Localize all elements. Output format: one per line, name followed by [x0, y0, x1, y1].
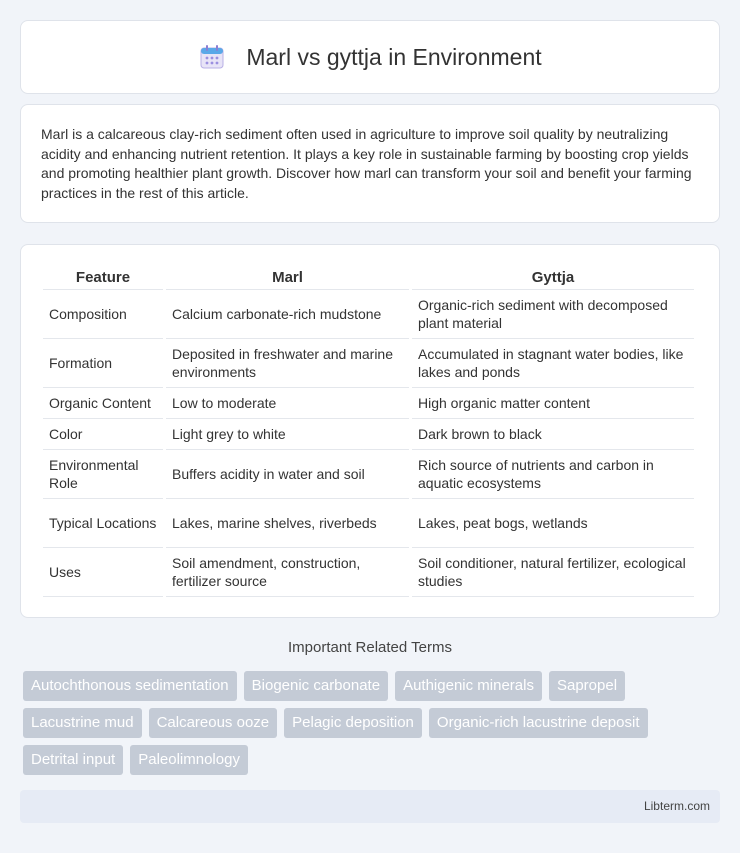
- related-term-tag[interactable]: Calcareous ooze: [149, 708, 278, 738]
- table-cell: Soil conditioner, natural fertilizer, ecological studies: [412, 548, 694, 597]
- table-row: [43, 290, 694, 339]
- table-cell: Calcium carbonate-rich mudstone: [166, 290, 409, 339]
- footer-brand[interactable]: Libterm.com: [643, 799, 710, 813]
- table-cell: Color: [43, 419, 163, 450]
- related-term-tag[interactable]: Pelagic deposition: [284, 708, 422, 738]
- comparison-table-card: [20, 244, 720, 618]
- table-cell: Organic-rich sediment with decomposed plant material: [412, 290, 694, 339]
- calendar-icon: [198, 43, 226, 71]
- table-row: [43, 339, 694, 388]
- table-cell: Dark brown to black: [412, 419, 694, 450]
- footer: [20, 790, 720, 823]
- table-cell: Rich source of nutrients and carbon in aquatic ecosystems: [412, 450, 694, 499]
- comparison-table: [40, 265, 697, 597]
- table-cell: Light grey to white: [166, 419, 409, 450]
- related-term-tag[interactable]: Detrital input: [23, 745, 123, 775]
- table-cell: Environmental Role: [43, 450, 163, 499]
- table-header-row: [43, 265, 694, 290]
- table-row: [43, 419, 694, 450]
- table-cell: Formation: [43, 339, 163, 388]
- related-terms-list: [23, 671, 723, 782]
- table-cell: Uses: [43, 548, 163, 597]
- intro-card: [20, 104, 720, 223]
- table-cell: Typical Locations: [43, 499, 163, 548]
- related-term-tag[interactable]: Autochthonous sedimentation: [23, 671, 237, 701]
- header-card: [20, 20, 720, 94]
- column-header-gyttja: Gyttja: [412, 265, 694, 290]
- page-title: Marl vs gyttja in Environment: [246, 43, 542, 70]
- related-term-tag[interactable]: Authigenic minerals: [395, 671, 542, 701]
- table-cell: Low to moderate: [166, 388, 409, 419]
- column-header-marl: Marl: [166, 265, 409, 290]
- related-term-tag[interactable]: Paleolimnology: [130, 745, 248, 775]
- intro-text: Marl is a calcareous clay-rich sediment often used in agriculture to improve soil quality by neutralizing acidity and enhancing nutrient retention. It plays a key role in sustainable farming by boosting crop yields and promoting healthier plant growth. Discover how marl can transform your soil and benefit your farming practices in the rest of this article.: [41, 126, 692, 201]
- table-row: [43, 388, 694, 419]
- table-cell: Soil amendment, construction, fertilizer source: [166, 548, 409, 597]
- table-cell: Accumulated in stagnant water bodies, like lakes and ponds: [412, 339, 694, 388]
- table-cell: Lakes, peat bogs, wetlands: [412, 499, 694, 548]
- table-cell: Lakes, marine shelves, riverbeds: [166, 499, 409, 548]
- related-term-tag[interactable]: Lacustrine mud: [23, 708, 142, 738]
- column-header-feature: Feature: [43, 265, 163, 290]
- table-row: [43, 548, 694, 597]
- table-row: [43, 499, 694, 548]
- related-term-tag[interactable]: Sapropel: [549, 671, 625, 701]
- related-terms-title: Important Related Terms: [288, 639, 452, 656]
- table-cell: Buffers acidity in water and soil: [166, 450, 409, 499]
- related-term-tag[interactable]: Organic-rich lacustrine deposit: [429, 708, 648, 738]
- table-row: [43, 450, 694, 499]
- table-cell: Deposited in freshwater and marine environments: [166, 339, 409, 388]
- related-term-tag[interactable]: Biogenic carbonate: [244, 671, 388, 701]
- table-cell: Organic Content: [43, 388, 163, 419]
- table-cell: Composition: [43, 290, 163, 339]
- table-cell: High organic matter content: [412, 388, 694, 419]
